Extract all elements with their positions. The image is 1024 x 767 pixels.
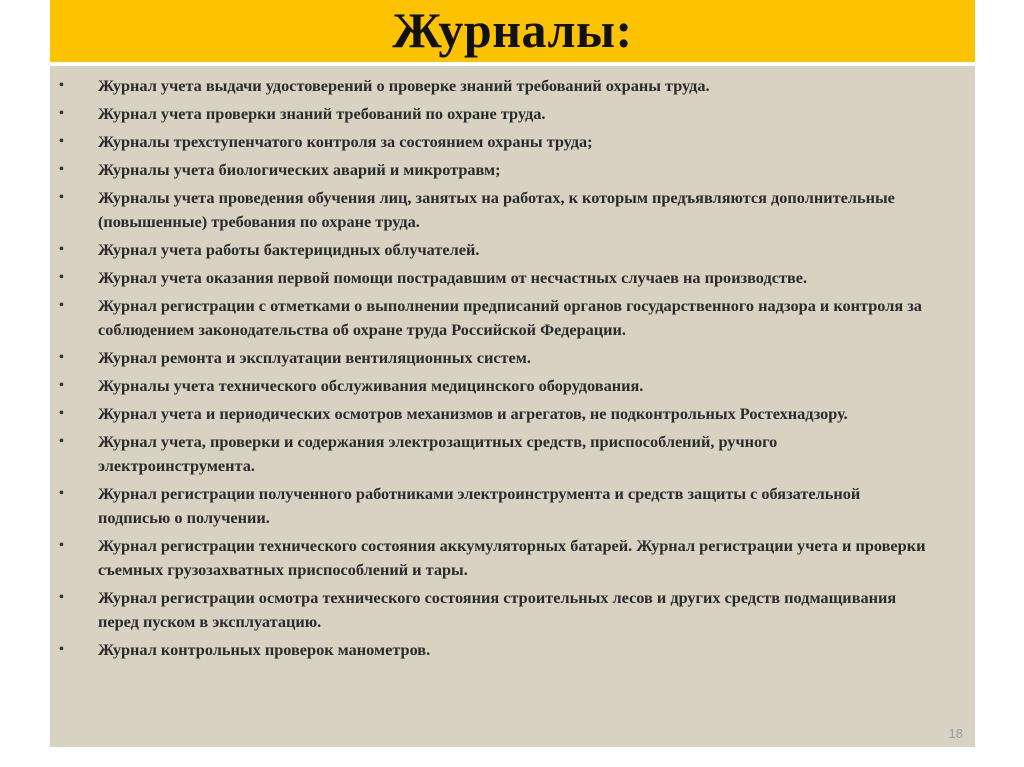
slide-title: Журналы: — [392, 2, 633, 58]
list-item — [50, 482, 975, 530]
content-box — [50, 66, 975, 747]
list-item-text: Журнал учета работы бактерицидных облучателей. — [98, 240, 480, 259]
journal-list — [50, 74, 975, 666]
bullet-icon: • — [59, 190, 64, 205]
list-item-text: Журнал учета выдачи удостоверений о проверке знаний требований охраны труда. — [98, 76, 710, 95]
list-item-text: Журнал ремонта и эксплуатации вентиляционных систем. — [98, 348, 531, 367]
list-item-text: Журнал регистрации осмотра технического состояния строительных лесов и других средств подмащивания перед пуском в эксплуатацию. — [98, 588, 897, 631]
bullet-icon: • — [59, 350, 64, 365]
bullet-icon: • — [59, 538, 64, 553]
list-item — [50, 238, 975, 262]
bullet-icon: • — [59, 270, 64, 285]
list-item-text: Журналы учета проведения обучения лиц, занятых на работах, к которым предъявляются дополнительные (повышенные) требования по охране труда. — [98, 188, 895, 231]
bullet-icon: • — [59, 242, 64, 257]
bullet-icon: • — [59, 162, 64, 177]
list-item — [50, 130, 975, 154]
bullet-icon: • — [59, 406, 64, 421]
list-item — [50, 430, 975, 478]
list-item — [50, 102, 975, 126]
bullet-icon: • — [59, 486, 64, 501]
list-item-text: Журнал контрольных проверок манометров. — [98, 640, 431, 659]
list-item — [50, 186, 975, 234]
list-item — [50, 374, 975, 398]
page-number: 18 — [948, 726, 963, 741]
bullet-icon: • — [59, 298, 64, 313]
list-item — [50, 74, 975, 98]
list-item — [50, 402, 975, 426]
list-item — [50, 638, 975, 662]
list-item-text: Журнал учета, проверки и содержания электрозащитных средств, приспособлений, ручного электроинструмента. — [98, 432, 778, 475]
bullet-icon: • — [59, 134, 64, 149]
list-item-text: Журнал регистрации полученного работниками электроинструмента и средств защиты с обязательной подписью о получении. — [98, 484, 861, 527]
list-item-text: Журнал учета и периодических осмотров механизмов и агрегатов, не подконтрольных Ростехнадзору. — [98, 404, 848, 423]
bullet-icon: • — [59, 590, 64, 605]
list-item-text: Журналы учета технического обслуживания медицинского оборудования. — [98, 376, 644, 395]
list-item-text: Журнал регистрации технического состояния аккумуляторных батарей. Журнал регистрации учета и проверки съемных грузозахватных приспособлений и тары. — [98, 536, 926, 579]
list-item-text: Журнал учета оказания первой помощи пострадавшим от несчастных случаев на производстве. — [98, 268, 808, 287]
list-item — [50, 346, 975, 370]
list-item — [50, 294, 975, 342]
list-item-text: Журнал регистрации с отметками о выполнении предписаний органов государственного надзора и контроля за соблюдением законодательства об охране труда Российской Федерации. — [98, 296, 922, 339]
bullet-icon: • — [59, 434, 64, 449]
list-item-text: Журнал учета проверки знаний требований по охране труда. — [98, 104, 546, 123]
title-bar — [50, 0, 975, 62]
list-item — [50, 534, 975, 582]
list-item-text: Журналы трехступенчатого контроля за состоянием охраны труда; — [98, 132, 593, 151]
list-item — [50, 586, 975, 634]
list-item — [50, 266, 975, 290]
list-item — [50, 158, 975, 182]
bullet-icon: • — [59, 642, 64, 657]
bullet-icon: • — [59, 378, 64, 393]
bullet-icon: • — [59, 78, 64, 93]
list-item-text: Журналы учета биологических аварий и микротравм; — [98, 160, 501, 179]
bullet-icon: • — [59, 106, 64, 121]
